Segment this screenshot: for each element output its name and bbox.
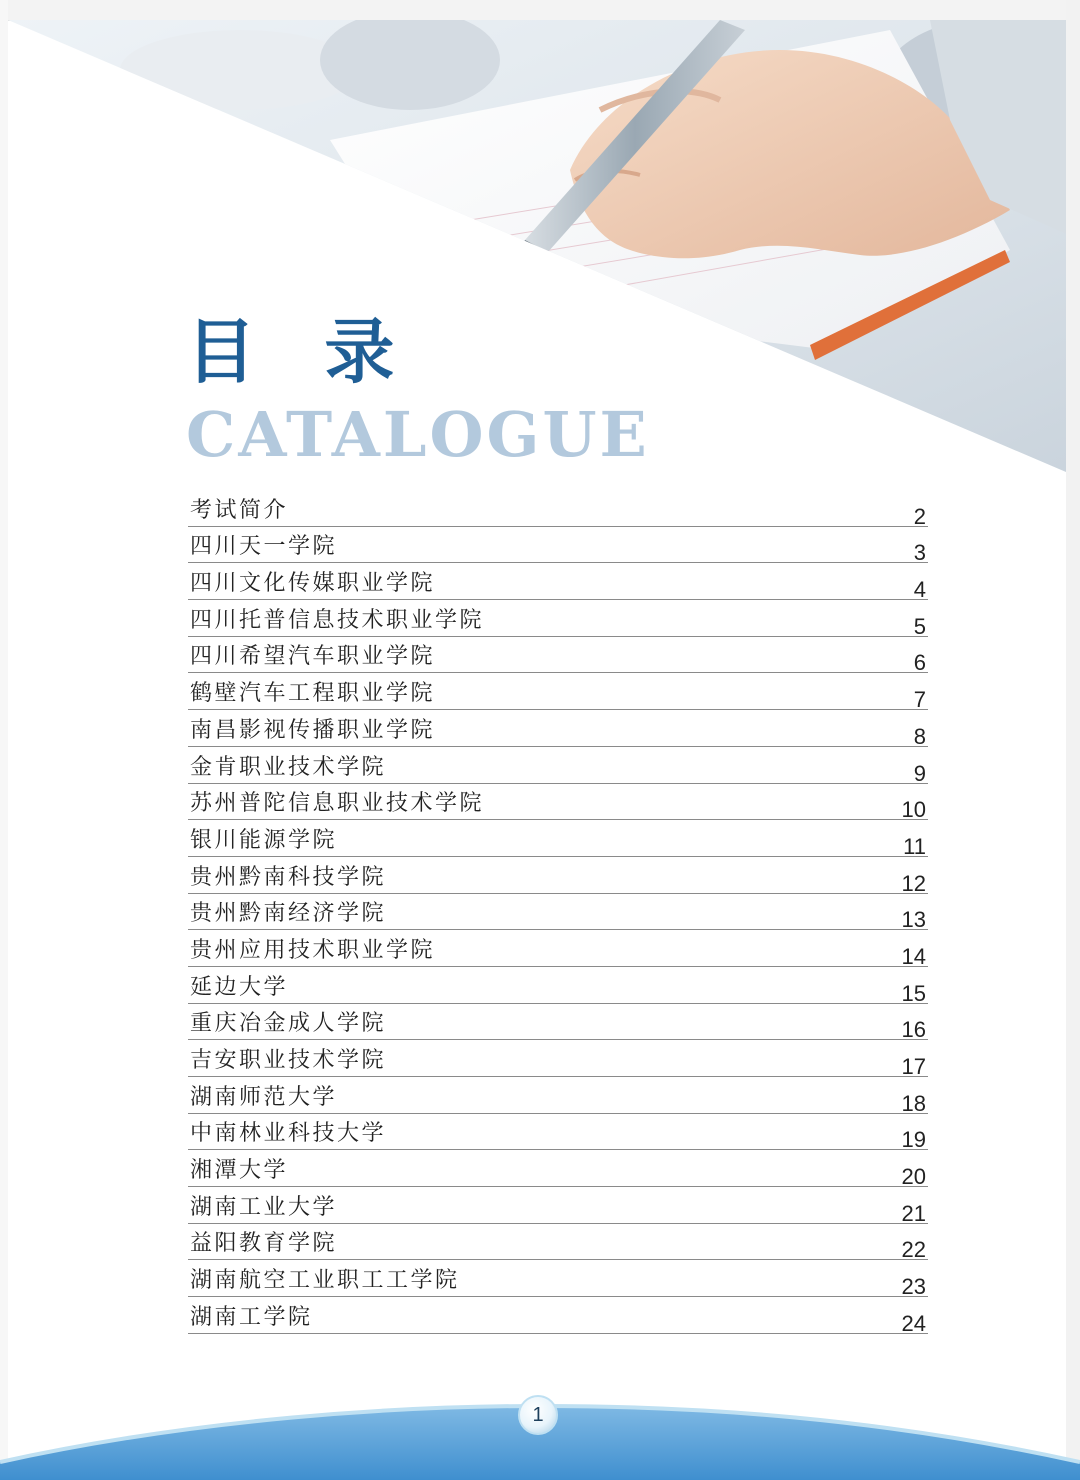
toc-entry-title: 鹤壁汽车工程职业学院 [190, 681, 436, 707]
toc-entry-title: 吉安职业技术学院 [190, 1048, 387, 1073]
toc-entry [188, 930, 928, 967]
toc-entry-title: 湖南工业大学 [190, 1194, 338, 1220]
toc-entry-title: 金肯职业技术学院 [190, 754, 387, 780]
toc-entry-page: 14 [901, 943, 926, 969]
toc-entry-page: 12 [901, 870, 926, 896]
catalogue-title-en: CATALOGUE [186, 398, 650, 471]
catalogue-title-cn: 目 录 [186, 310, 417, 393]
top-border [0, 0, 1080, 21]
toc-entry [188, 747, 928, 784]
toc-entry [188, 673, 928, 713]
toc-entry-page: 13 [901, 907, 926, 933]
toc-entry [188, 1040, 928, 1077]
toc-entry [188, 820, 928, 857]
toc-entry [188, 1187, 928, 1224]
toc-entry-page: 7 [913, 687, 926, 713]
toc-entry-page: 3 [913, 540, 926, 566]
toc-entry [188, 1297, 928, 1334]
toc-entry-page: 18 [901, 1090, 926, 1116]
toc-entry-page: 20 [901, 1164, 926, 1190]
toc-entry [188, 637, 928, 674]
toc-entry [188, 1260, 928, 1300]
toc-entry-title: 四川天一学院 [190, 534, 338, 560]
toc-entry-page: 17 [901, 1054, 926, 1079]
toc-entry [188, 1077, 928, 1114]
toc-entry-page: 10 [901, 797, 926, 823]
toc-entry-title: 湘潭大学 [190, 1158, 289, 1184]
toc-entry [188, 967, 928, 1004]
toc-entry-title: 贵州黔南经济学院 [190, 901, 387, 927]
toc-entry-title: 贵州应用技术职业学院 [190, 937, 436, 963]
toc-entry-title: 重庆冶金成人学院 [190, 1011, 387, 1037]
toc-entry-page: 11 [903, 833, 926, 859]
toc-entry-title: 南昌影视传播职业学院 [190, 717, 436, 743]
toc-entry-page: 6 [913, 650, 926, 676]
toc-entry [188, 563, 928, 603]
toc-entry [188, 490, 928, 527]
toc-entry-title: 湖南工学院 [190, 1304, 313, 1330]
toc-entry-page: 16 [901, 1017, 926, 1043]
toc-entry-title: 延边大学 [190, 974, 289, 1000]
toc-entry-page: 9 [913, 760, 926, 786]
toc-entry-title: 考试简介 [190, 497, 289, 523]
toc-entry [188, 1004, 928, 1041]
toc-entry-title: 湖南师范大学 [190, 1084, 338, 1110]
toc-entry [188, 710, 928, 747]
toc-entry-title: 四川托普信息技术职业学院 [190, 607, 485, 633]
table-of-contents [188, 490, 928, 1334]
toc-entry [188, 1150, 928, 1190]
toc-entry-page: 24 [901, 1310, 926, 1336]
toc-entry-page: 5 [913, 613, 926, 639]
toc-entry-title: 苏州普陀信息职业技术学院 [190, 791, 485, 817]
toc-entry [188, 857, 928, 894]
toc-entry-page: 2 [913, 503, 926, 529]
toc-entry-title: 四川希望汽车职业学院 [190, 644, 436, 670]
toc-entry [188, 784, 928, 821]
toc-entry-title: 中南林业科技大学 [190, 1121, 387, 1147]
toc-entry-page: 21 [901, 1200, 926, 1226]
toc-entry [188, 894, 928, 931]
toc-entry [188, 1114, 928, 1151]
toc-entry-page: 15 [901, 980, 926, 1006]
toc-entry [188, 1224, 928, 1261]
toc-entry-title: 四川文化传媒职业学院 [190, 571, 436, 597]
toc-entry [188, 600, 928, 637]
toc-entry-page: 8 [913, 723, 926, 749]
toc-entry [188, 527, 928, 564]
toc-entry-page: 19 [901, 1127, 926, 1153]
toc-entry-title: 益阳教育学院 [190, 1231, 338, 1257]
toc-entry-page: 23 [901, 1274, 926, 1300]
toc-entry-title: 湖南航空工业职工工学院 [190, 1268, 460, 1294]
toc-entry-title: 银川能源学院 [190, 827, 338, 853]
toc-entry-title: 贵州黔南科技学院 [190, 864, 387, 890]
toc-entry-page: 22 [901, 1237, 926, 1263]
page-number-badge: 1 [518, 1395, 558, 1435]
toc-entry-page: 4 [913, 577, 926, 603]
